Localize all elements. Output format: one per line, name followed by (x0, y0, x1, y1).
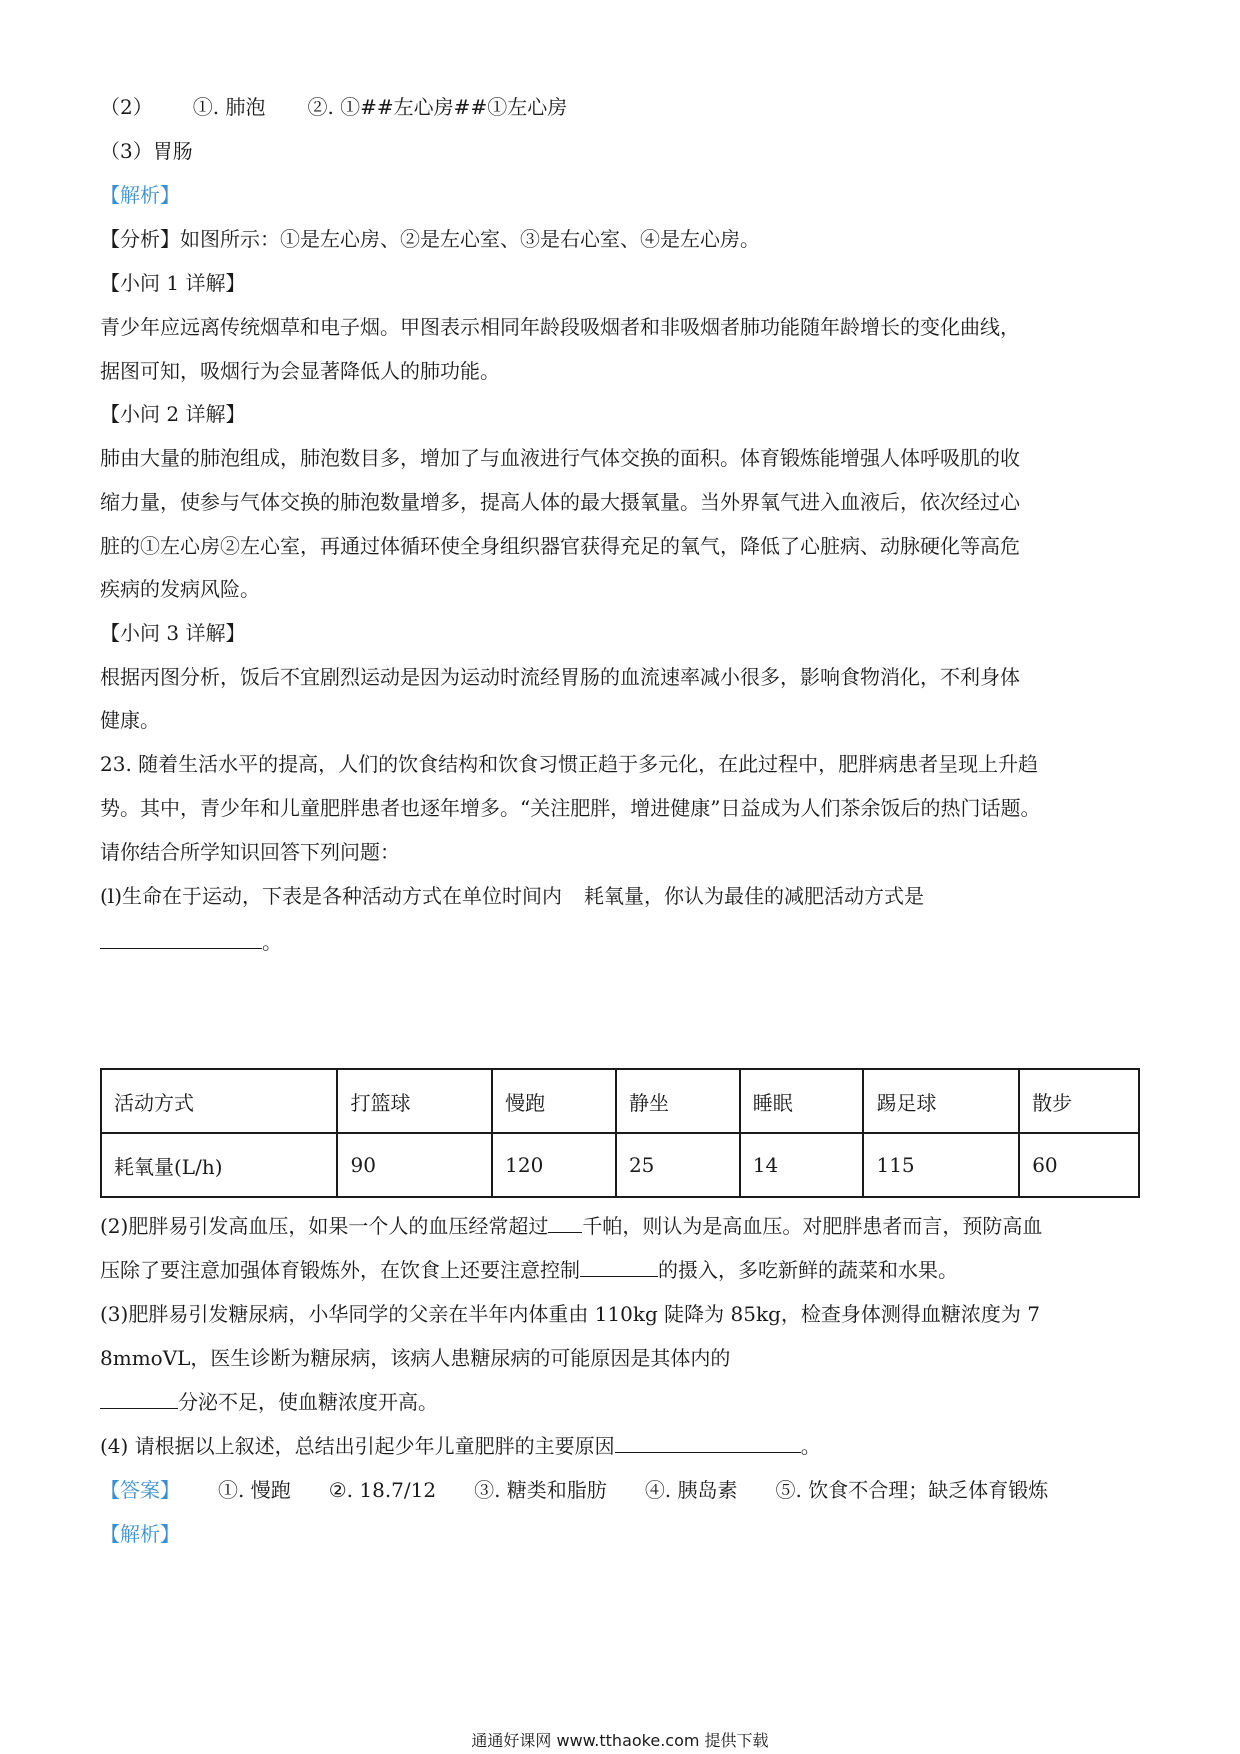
q23-part3-text: 分泌不足，使血糖浓度开高。 (178, 1390, 438, 1414)
answer-blank (615, 1432, 801, 1453)
q23-part2-text-b: 千帕，则认为是高血压。对肥胖患者而言，预防高血 (582, 1214, 1043, 1238)
q23-part2-line-1 (100, 1212, 1042, 1240)
sub3-line-1: 根据丙图分析，饭后不宜剧烈运动是因为运动时流经胃肠的血流速率减小很多，影响食物消化，不利身体 (100, 665, 1020, 689)
answer-label: 【答案】 (100, 1478, 180, 1502)
answer-2-line (100, 93, 567, 121)
table-cell: 耗氧量(L/h) (101, 1133, 337, 1197)
q23-part4-line (100, 1432, 821, 1460)
sub2-line-3: 脏的①左心房②左心室，再通过体循环使全身组织器官获得充足的氧气，降低了心脏病、动脉硬化等高危 (100, 534, 1020, 558)
table-cell: 活动方式 (101, 1069, 337, 1133)
answer-item: ②. 18.7/12 (328, 1478, 437, 1502)
sub2-line-1: 肺由大量的肺泡组成，肺泡数目多，增加了与血液进行气体交换的面积。体育锻炼能增强人体呼吸肌的收 (100, 446, 1020, 470)
answer-line (100, 1476, 1048, 1504)
table-cell: 25 (616, 1133, 740, 1197)
analysis-text: 【分析】如图所示：①是左心房、②是左心室、③是右心室、④是左心房。 (100, 227, 760, 251)
table-cell: 慢跑 (492, 1069, 616, 1133)
table-cell: 睡眠 (740, 1069, 864, 1133)
sub1-line-1: 青少年应远离传统烟草和电子烟。甲图表示相同年龄段吸烟者和非吸烟者肺功能随年龄增长的变化曲线， (100, 315, 1020, 339)
sub2-line-2: 缩力量，使参与气体交换的肺泡数量增多，提高人体的最大摄氧量。当外界氧气进入血液后，依次经过心 (100, 490, 1020, 514)
q23-part4-end: 。 (800, 1434, 821, 1458)
sub1-line-2: 据图可知，吸烟行为会显著降低人的肺功能。 (100, 359, 500, 383)
answer-item: ⑤. 饮食不合理；缺乏体育锻炼 (775, 1478, 1049, 1502)
table-cell: 静坐 (616, 1069, 740, 1133)
answer-blank (580, 1256, 658, 1277)
jiexi-heading: 【解析】 (100, 183, 180, 207)
answer-2-option-2: ②. ①##左心房##①左心房 (307, 95, 568, 119)
table-cell: 14 (740, 1133, 864, 1197)
q23-part2-text-d: 的摄入，多吃新鲜的蔬菜和水果。 (658, 1258, 958, 1282)
q23-part1-line (100, 882, 924, 910)
sub1-heading: 【小问 1 详解】 (100, 271, 246, 295)
table-cell: 60 (1019, 1133, 1139, 1197)
q23-part1-answer-line (100, 928, 282, 956)
sub3-heading: 【小问 3 详解】 (100, 621, 246, 645)
q23-part1-text-a: (l)生命在于运动，下表是各种活动方式在单位时间内 (100, 884, 563, 908)
q23-part1-text-b: 耗氧量，你认为最佳的减肥活动方式是 (584, 884, 925, 908)
q23-line-1: 23. 随着生活水平的提高，人们的饮食结构和饮食习惯正趋于多元化，在此过程中，肥胖病患者呈现上升趋 (100, 752, 1039, 776)
answer-item: ①. 慢跑 (218, 1478, 291, 1502)
table-cell: 打篮球 (337, 1069, 492, 1133)
q23-part2-text-a: (2)肥胖易引发高血压，如果一个人的血压经常超过 (100, 1214, 549, 1238)
sub2-heading: 【小问 2 详解】 (100, 402, 246, 426)
q23-part3-line-3 (100, 1388, 438, 1416)
q23-part2-text-c: 压除了要注意加强体育锻炼外，在饮食上还要注意控制 (100, 1258, 580, 1282)
table-cell: 115 (863, 1133, 1019, 1197)
table-cell: 踢足球 (863, 1069, 1019, 1133)
q23-line-3: 请你结合所学知识回答下列问题： (100, 840, 400, 864)
answer-item: ④. 胰岛素 (644, 1478, 738, 1502)
answer-blank (100, 928, 262, 949)
answer-2-number: （2） (100, 95, 153, 119)
answer-2-option-1: ①. 肺泡 (192, 95, 266, 119)
table-cell: 散步 (1019, 1069, 1139, 1133)
q23-part1-end: 。 (262, 930, 282, 954)
answer-item: ③. 糖类和脂肪 (474, 1478, 607, 1502)
jiexi-heading-2: 【解析】 (100, 1522, 180, 1546)
table-cell: 90 (337, 1133, 492, 1197)
table-cell: 120 (492, 1133, 616, 1197)
q23-part2-line-2 (100, 1256, 958, 1284)
sub3-line-2: 健康。 (100, 708, 160, 732)
q23-part3-line-2: 8mmoVL，医生诊断为糖尿病，该病人患糖尿病的可能原因是其体内的 (100, 1346, 731, 1370)
answer-blank (548, 1212, 582, 1233)
footer-watermark: 通通好课网 www.tthaoke.com 提供下载 (471, 1731, 769, 1750)
q23-line-2: 势。其中，青少年和儿童肥胖患者也逐年增多。“关注肥胖，增进健康”日益成为人们茶余饭后的热门话题。 (100, 796, 1041, 820)
table-header-row (101, 1069, 1139, 1133)
q23-part3-line-1: (3)肥胖易引发糖尿病，小华同学的父亲在半年内体重由 110kg 陡降为 85kg，检查身体测得血糖浓度为 7 (100, 1302, 1040, 1326)
table-row (101, 1133, 1139, 1197)
activity-oxygen-table (100, 1068, 1140, 1198)
answer-blank (100, 1388, 178, 1409)
answer-3-line: （3）胃肠 (100, 139, 193, 163)
sub2-line-4: 疾病的发病风险。 (100, 577, 260, 601)
q23-part4-text: (4) 请根据以上叙述，总结出引起少年儿童肥胖的主要原因 (100, 1434, 615, 1458)
